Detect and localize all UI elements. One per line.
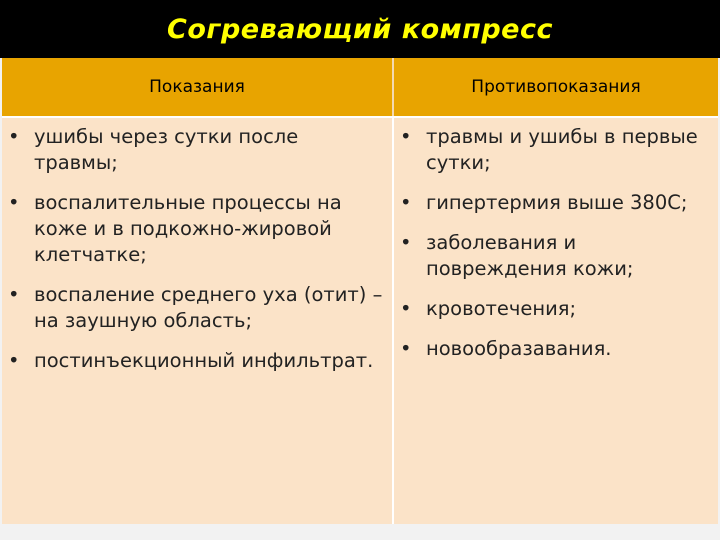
bullet-icon: • bbox=[400, 191, 412, 214]
bullet-icon: • bbox=[8, 125, 20, 148]
list-item bbox=[6, 348, 386, 374]
list-item bbox=[6, 190, 386, 268]
bullet-icon: • bbox=[400, 125, 412, 148]
list-item bbox=[6, 124, 386, 176]
list-item-text: постинъекционный инфильтрат. bbox=[34, 349, 374, 372]
indications-list bbox=[6, 124, 386, 374]
bullet-icon: • bbox=[8, 283, 20, 306]
list-item bbox=[6, 282, 386, 334]
bullet-icon: • bbox=[8, 191, 20, 214]
column-header-indications: Показания bbox=[2, 58, 394, 116]
list-item bbox=[398, 124, 712, 176]
list-item-text: кровотечения; bbox=[426, 297, 577, 320]
list-item-text: новообразавания. bbox=[426, 337, 612, 360]
indications-cell bbox=[2, 116, 394, 524]
list-item bbox=[398, 336, 712, 362]
list-item-text: травмы и ушибы в первые сутки; bbox=[426, 125, 698, 174]
bullet-icon: • bbox=[400, 231, 412, 254]
contraindications-list bbox=[398, 124, 712, 362]
list-item-text: ушибы через сутки после травмы; bbox=[34, 125, 299, 174]
list-item-text: воспаление среднего уха (отит) – на заушную область; bbox=[34, 283, 383, 332]
list-item bbox=[398, 296, 712, 322]
bullet-icon: • bbox=[400, 337, 412, 360]
title-bar bbox=[0, 0, 720, 58]
bullet-icon: • bbox=[400, 297, 412, 320]
list-item bbox=[398, 230, 712, 282]
contraindications-cell bbox=[394, 116, 718, 524]
bullet-icon: • bbox=[8, 349, 20, 372]
column-header-contraindications: Противопоказания bbox=[394, 58, 718, 116]
page-title: Согревающий компресс bbox=[167, 13, 553, 45]
footer-strip bbox=[0, 524, 720, 540]
list-item-text: гипертермия выше 380С; bbox=[426, 191, 688, 214]
list-item bbox=[398, 190, 712, 216]
list-item-text: воспалительные процессы на коже и в подкожно-жировой клетчатке; bbox=[34, 191, 342, 266]
list-item-text: заболевания и повреждения кожи; bbox=[426, 231, 634, 280]
comparison-table bbox=[2, 58, 718, 524]
